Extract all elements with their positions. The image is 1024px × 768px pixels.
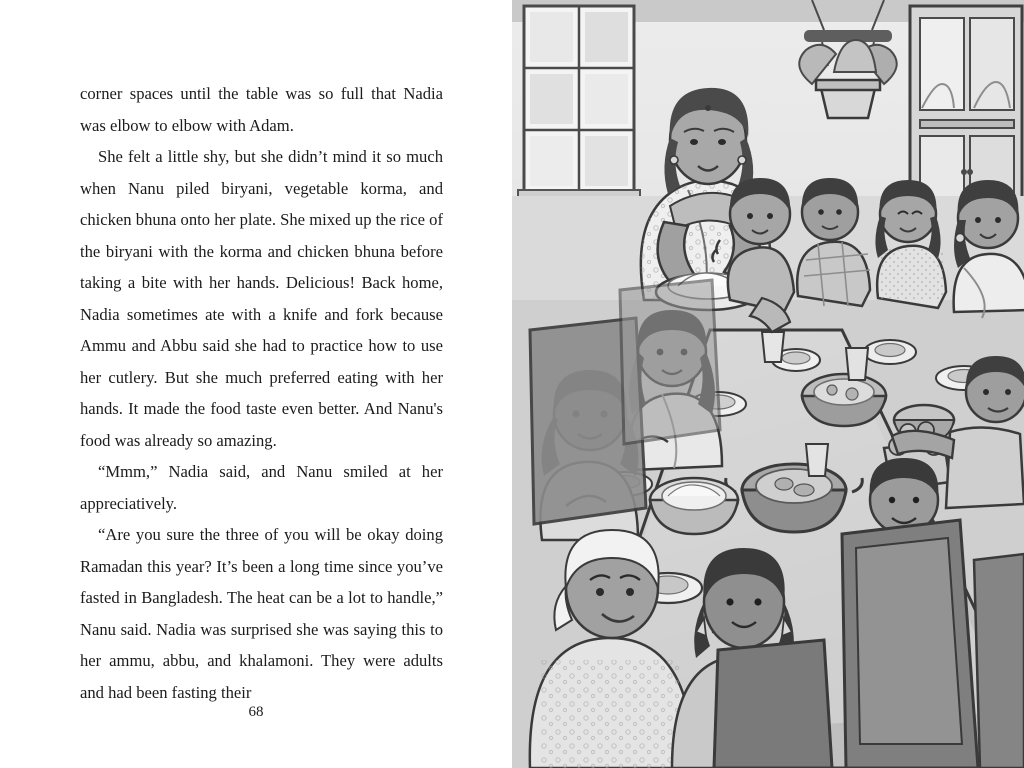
paragraph-1: corner spaces until the table was so full that Nadia was elbow to elbow with Adam. xyxy=(80,84,443,135)
paragraph-3: “Mmm,” Nadia said, and Nanu smiled at her appreciatively. xyxy=(80,462,443,513)
page-number: 68 xyxy=(248,704,264,720)
illustration-page xyxy=(512,0,1024,768)
family-dinner-illustration xyxy=(512,0,1024,768)
paragraph-2: She felt a little shy, but she didn’t mind it so much when Nanu piled biryani, vegetable korma, and chicken bhuna onto her plate. She mixed up the rice of the biryani with the korma and chicken bhuna before taking a bite with her hands. Delicious! Back home, Nadia sometimes ate with a knife and fork because Ammu and Abbu said she had to practice how to use her cutlery. But she much preferred eating with her hands. It made the food taste even better. And Nanu's food was already so amazing. xyxy=(80,147,443,450)
illustration-frame xyxy=(512,0,1024,768)
window xyxy=(518,6,640,199)
paragraph-4: “Are you sure the three of you will be okay doing Ramadan this year? It’s been a long time since you’ve fasted in Bangladesh. The heat can be a lot to handle,” Nanu said. Nadia was surprised she was saying this to her ammu, abbu, and khalamoni. They were adults and had been fasting their xyxy=(80,525,443,702)
body-text xyxy=(80,78,443,708)
